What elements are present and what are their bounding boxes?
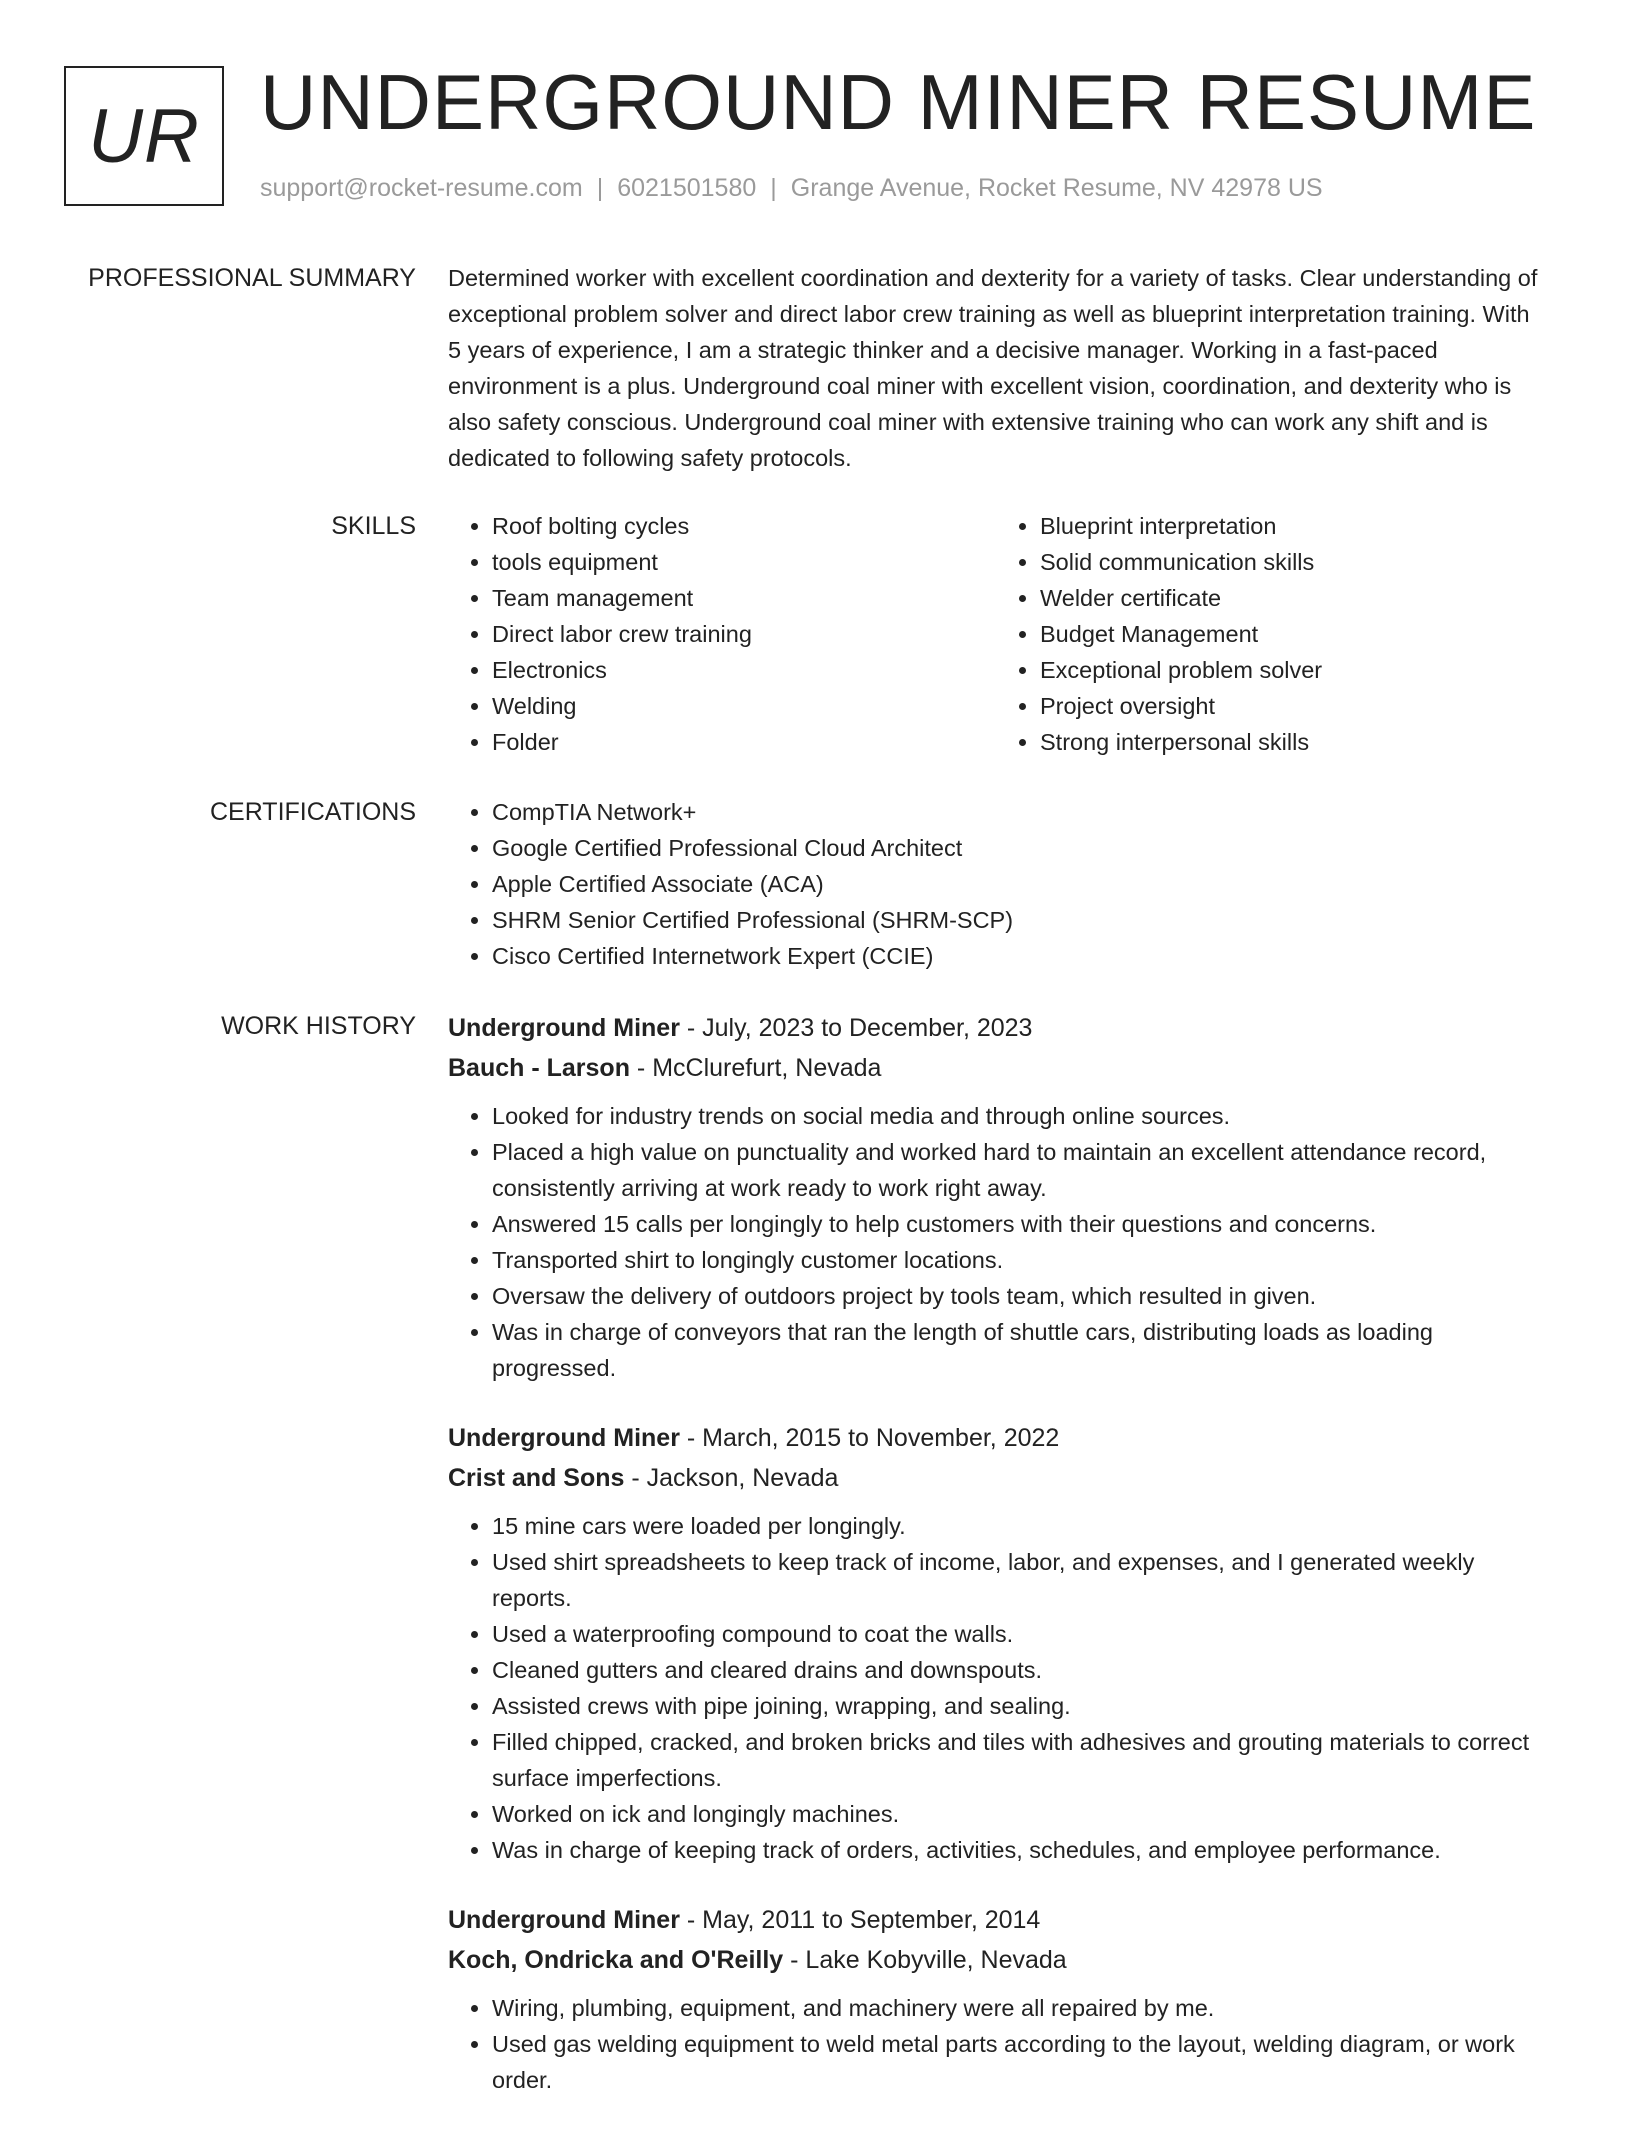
skill-item: • Blueprint interpretation	[1040, 508, 1544, 544]
job-entry	[448, 1418, 1544, 1868]
job-bullet: • Oversaw the delivery of outdoors project by tools team, which resulted in given.	[492, 1278, 1544, 1314]
skills-label: SKILLS	[331, 512, 416, 540]
skill-item: • Solid communication skills	[1040, 544, 1544, 580]
skill-item: • Welding	[492, 688, 996, 724]
summary-text: Determined worker with excellent coordination and dexterity for a variety of tasks. Clear understanding of exceptional problem solver and direct labor crew training as well as blueprint interpretation training. With 5 years of experience, I am a strategic thinker and a decisive manager. Working in a fast-paced environment is a plus. Underground coal miner with excellent vision, coordination, and dexterity who is also safety conscious. Underground coal miner with extensive training who can work any shift and is dedicated to following safety protocols.	[448, 265, 1538, 471]
job-title-line	[448, 1008, 1544, 1048]
contact-separator: |	[770, 174, 777, 202]
job-title-line	[448, 1900, 1544, 1940]
job-company-line	[448, 1458, 1544, 1498]
job-entry	[448, 1900, 1544, 2098]
work-history-label: WORK HISTORY	[221, 1012, 416, 1040]
job-bullet: • 15 mine cars were loaded per longingly.	[492, 1508, 1544, 1544]
skill-item: • Folder	[492, 724, 996, 760]
skill-item: • Roof bolting cycles	[492, 508, 996, 544]
job-bullets	[448, 1508, 1544, 1868]
job-bullet: • Worked on ick and longingly machines.	[492, 1796, 1544, 1832]
job-bullet: • Used gas welding equipment to weld metal parts according to the layout, welding diagram, or work order.	[492, 2026, 1544, 2098]
certification-item: • Google Certified Professional Cloud Architect	[492, 830, 1544, 866]
skill-item: • Team management	[492, 580, 996, 616]
summary-label: PROFESSIONAL SUMMARY	[88, 264, 416, 292]
job-title-line	[448, 1418, 1544, 1458]
monogram-text: UR	[88, 93, 200, 179]
skill-item: • Electronics	[492, 652, 996, 688]
skill-item: • Exceptional problem solver	[1040, 652, 1544, 688]
job-bullet: • Looked for industry trends on social media and through online sources.	[492, 1098, 1544, 1134]
job-bullet: • Answered 15 calls per longingly to help customers with their questions and concerns.	[492, 1206, 1544, 1242]
monogram-box	[64, 66, 224, 206]
job-company-line	[448, 1940, 1544, 1980]
certifications-list	[448, 794, 1544, 974]
job-company: Koch, Ondricka and O'Reilly	[448, 1946, 784, 1974]
skills-list-left	[448, 508, 996, 760]
certification-item: • SHRM Senior Certified Professional (SHRM-SCP)	[492, 902, 1544, 938]
job-bullets	[448, 1098, 1544, 1386]
job-title: Underground Miner	[448, 1014, 680, 1042]
job-company: Bauch - Larson	[448, 1054, 630, 1082]
job-bullet: • Used shirt spreadsheets to keep track of income, labor, and expenses, and I generated weekly reports.	[492, 1544, 1544, 1616]
skill-item: • Project oversight	[1040, 688, 1544, 724]
job-location: - Jackson, Nevada	[624, 1464, 839, 1492]
job-dates: - May, 2011 to September, 2014	[679, 1906, 1041, 1934]
job-bullet: • Transported shirt to longingly customer locations.	[492, 1242, 1544, 1278]
contact-email: support@rocket-resume.com	[260, 174, 583, 202]
job-dates: - July, 2023 to December, 2023	[679, 1014, 1033, 1042]
job-bullet: • Placed a high value on punctuality and worked hard to maintain an excellent attendance record, consistently arriving at work ready to work right away.	[492, 1134, 1544, 1206]
job-bullet: • Used a waterproofing compound to coat the walls.	[492, 1616, 1544, 1652]
job-bullet: • Assisted crews with pipe joining, wrapping, and sealing.	[492, 1688, 1544, 1724]
job-location: - McClurefurt, Nevada	[629, 1054, 882, 1082]
skill-item: • Welder certificate	[1040, 580, 1544, 616]
resume-title: UNDERGROUND MINER RESUME	[260, 58, 1537, 146]
skills-list-right	[996, 508, 1544, 760]
certification-item: • CompTIA Network+	[492, 794, 1544, 830]
skill-item: • Direct labor crew training	[492, 616, 996, 652]
job-bullet: • Was in charge of conveyors that ran the length of shuttle cars, distributing loads as loading progressed.	[492, 1314, 1544, 1386]
contact-line	[260, 174, 1323, 203]
contact-phone: 6021501580	[617, 174, 757, 202]
job-dates: - March, 2015 to November, 2022	[679, 1424, 1060, 1452]
certifications-label: CERTIFICATIONS	[209, 798, 416, 826]
contact-separator: |	[596, 174, 604, 202]
job-company-line	[448, 1048, 1544, 1088]
contact-address: Grange Avenue, Rocket Resume, NV 42978 US	[790, 174, 1323, 202]
job-entry	[448, 1008, 1544, 1386]
skill-item: • Strong interpersonal skills	[1040, 724, 1544, 760]
job-bullets	[448, 1990, 1544, 2098]
job-title: Underground Miner	[448, 1906, 680, 1934]
certification-item: • Apple Certified Associate (ACA)	[492, 866, 1544, 902]
job-company: Crist and Sons	[448, 1464, 625, 1492]
skill-item: • tools equipment	[492, 544, 996, 580]
job-bullet: • Wiring, plumbing, equipment, and machinery were all repaired by me.	[492, 1990, 1544, 2026]
job-location: - Lake Kobyville, Nevada	[783, 1946, 1067, 1974]
job-title: Underground Miner	[448, 1424, 680, 1452]
job-bullet: • Was in charge of keeping track of orders, activities, schedules, and employee performance.	[492, 1832, 1544, 1868]
skill-item: • Budget Management	[1040, 616, 1544, 652]
job-bullet: • Filled chipped, cracked, and broken bricks and tiles with adhesives and grouting materials to correct surface imperfections.	[492, 1724, 1544, 1796]
job-bullet: • Cleaned gutters and cleared drains and downspouts.	[492, 1652, 1544, 1688]
certification-item: • Cisco Certified Internetwork Expert (CCIE)	[492, 938, 1544, 974]
